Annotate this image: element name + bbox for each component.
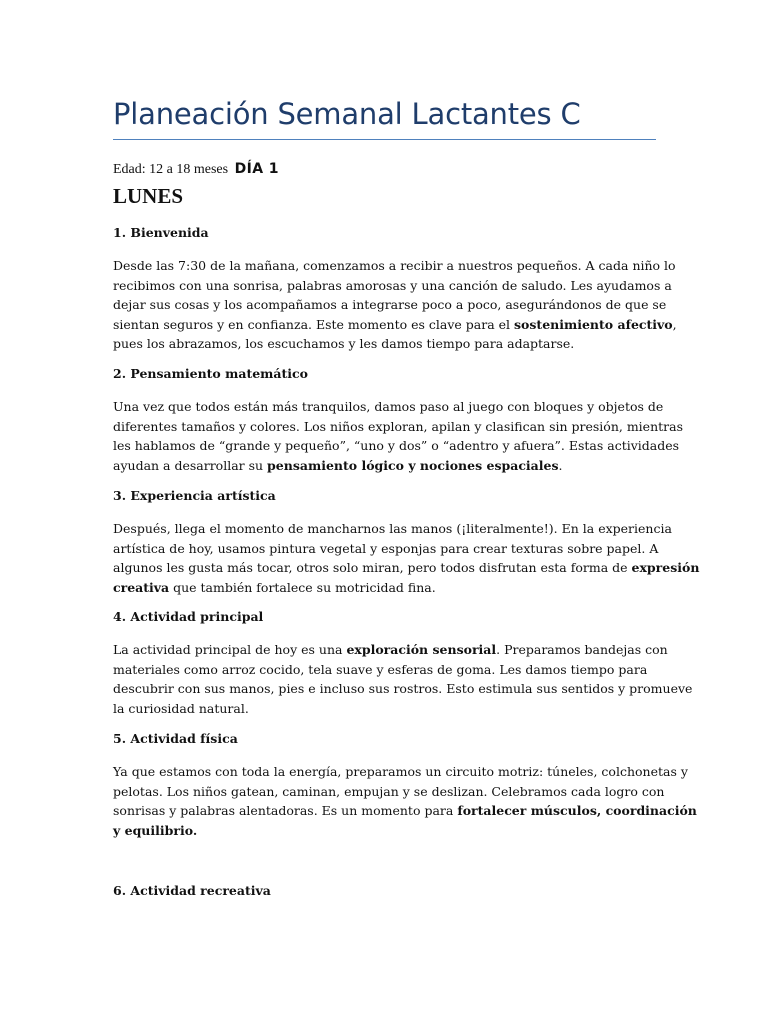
paragraph-line: creativa que también fortalece su motricidad fina.	[113, 579, 436, 595]
section-paragraph-actividad-principal	[113, 640, 693, 718]
paragraph-line: Después, llega el momento de mancharnos las manos (¡literalmente!). En la experiencia	[113, 521, 672, 536]
paragraph-line: La actividad principal de hoy es una exploración sensorial. Preparamos bandejas con	[113, 642, 668, 657]
paragraph-line: materiales como arroz cocido, tela suave y esferas de goma. Les damos tiempo para	[113, 661, 648, 677]
section-heading-pensamiento-matematico: 2. Pensamiento matemático	[113, 366, 308, 381]
paragraph-line: dejar sus cosas y los acompañamos a integrarse poco a poco, asegurándonos de que se	[113, 297, 667, 312]
paragraph-line: sientan seguros y en confianza. Este momento es clave para el sostenimiento afectivo,	[113, 316, 677, 332]
paragraph-line	[113, 821, 658, 841]
paragraph-line: recibimos con una sonrisa, palabras amorosas y una canción de saludo. Les ayudamos a	[113, 277, 672, 293]
paragraph-line: les hablamos de “grande y pequeño”, “uno y dos” o “adentro y afuera”. Estas actividades	[113, 438, 680, 453]
paragraph-line: Ya que estamos con toda la energía, preparamos un circuito motriz: túneles, colchonetas y	[113, 764, 688, 779]
emphasis-text: pensamiento lógico y nociones espaciales	[267, 457, 559, 473]
section-paragraph-bienvenida	[113, 256, 677, 354]
paragraph-line: algunos les gusta más tocar, otros solo miran, pero todos disfrutan esta forma de expresión	[113, 560, 700, 575]
paragraph-line: pelotas. Los niños gatean, caminan, empujan y se deslizan. Celebramos cada logro con	[113, 783, 665, 799]
paragraph-line: pues los abrazamos, los escuchamos y les damos tiempo para adaptarse.	[113, 336, 575, 351]
section-heading-actividad-recreativa: 6. Actividad recreativa	[113, 883, 271, 898]
section-heading-actividad-fisica: 5. Actividad física	[113, 731, 238, 746]
document-title: Planeación Semanal Lactantes C	[113, 97, 581, 131]
section-paragraph-experiencia-artistica	[113, 519, 700, 597]
emphasis-text: sostenimiento afectivo	[514, 316, 673, 332]
section-heading-actividad-principal: 4. Actividad principal	[113, 609, 264, 624]
paragraph-line: diferentes tamaños y colores. Los niños exploran, apilan y clasifican sin presión, mientras	[113, 418, 683, 434]
emphasis-text: creativa	[113, 579, 170, 595]
emphasis-text: y equilibrio.	[113, 822, 198, 838]
paragraph-line: Una vez que todos están más tranquilos, damos paso al juego con bloques y objetos de	[113, 399, 664, 414]
day-heading: LUNES	[113, 184, 184, 208]
section-heading-experiencia-artistica: 3. Experiencia artística	[113, 488, 276, 503]
age-label: Edad: 12 a 18 meses	[113, 162, 229, 177]
emphasis-text: exploración sensorial	[346, 642, 497, 657]
emphasis-text: expresión	[631, 560, 700, 575]
section-paragraph-pensamiento-matematico	[113, 397, 683, 475]
paragraph-line: artística de hoy, usamos pintura vegetal y esponjas para crear texturas sobre papel. A	[113, 540, 659, 556]
emphasis-text: fortalecer músculos, coordinación	[457, 803, 697, 818]
paragraph-line: descubrir con sus manos, pies e incluso sus rostros. Esto estimula sus sentidos y promueve	[113, 681, 693, 696]
day-label: DÍA 1	[234, 161, 279, 177]
meta-line	[113, 158, 279, 181]
paragraph-line: ayudan a desarrollar su pensamiento lógico y nociones espaciales.	[113, 457, 563, 473]
title-underline	[113, 139, 656, 140]
paragraph-line: la curiosidad natural.	[113, 700, 249, 716]
section-paragraph-actividad-fisica	[113, 762, 697, 840]
section-heading-bienvenida: 1. Bienvenida	[113, 225, 209, 240]
paragraph-line: sonrisas y palabras alentadoras. Es un momento para fortalecer músculos, coordinación	[113, 803, 697, 818]
paragraph-line: Desde las 7:30 de la mañana, comenzamos a recibir a nuestros pequeños. A cada niño lo	[113, 258, 676, 273]
